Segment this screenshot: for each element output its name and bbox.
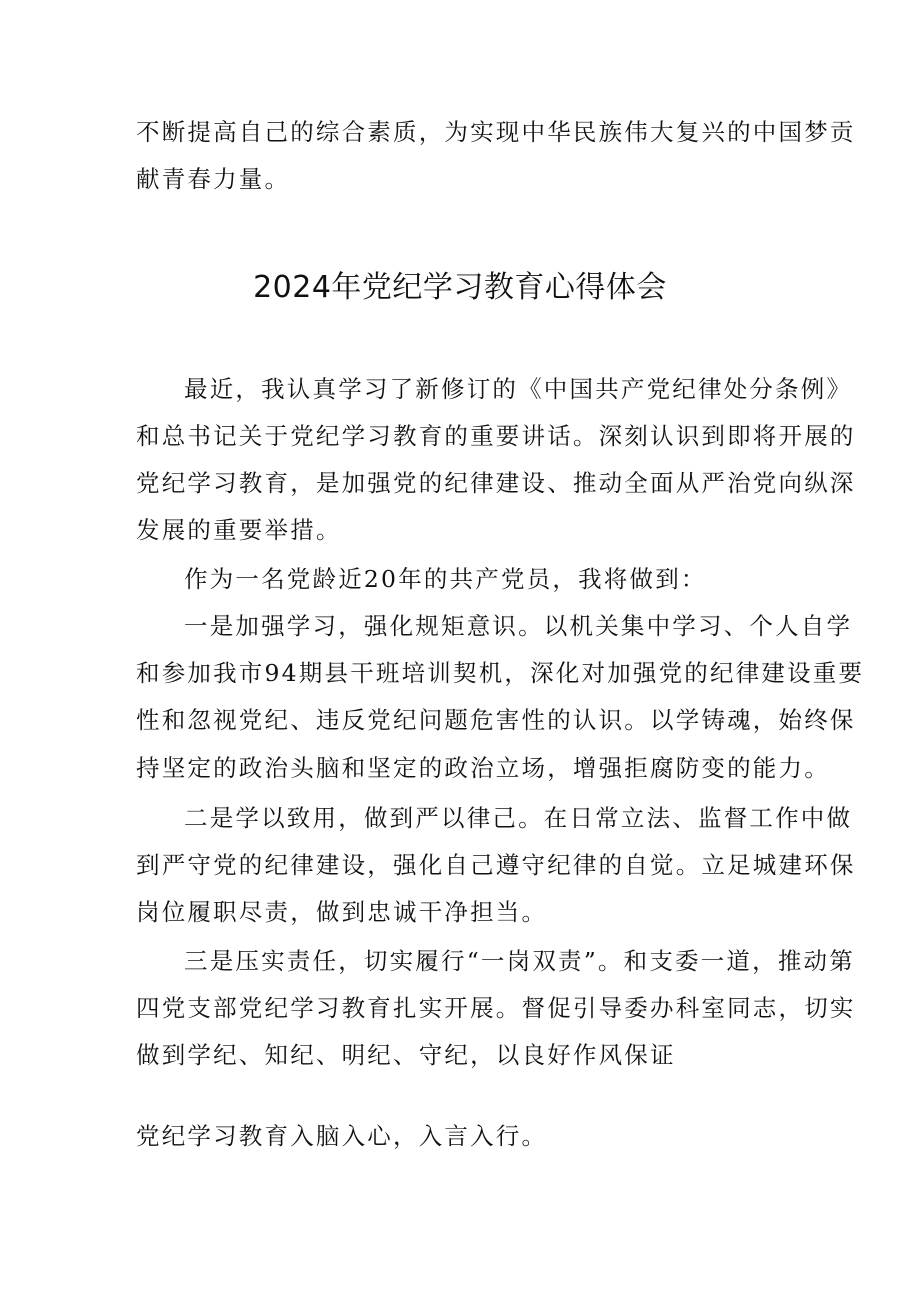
- body-line-4: 发展的重要举措。: [136, 516, 342, 544]
- body-line-8: 性和忽视党纪、违反党纪问题危害性的认识。以学铸魂，始终保: [136, 706, 856, 734]
- body-line-7: 和参加我市94期县干班培训契机，深化对加强党的纪律建设重要: [136, 659, 865, 687]
- body-line-13: 三是压实责任，切实履行“一岗双责”。和支委一道，推动第: [184, 947, 855, 975]
- intro-line-2: 献青春力量。: [136, 165, 291, 193]
- intro-line-1: 不断提高自己的综合素质，为实现中华民族伟大复兴的中国梦贡: [136, 118, 856, 146]
- body-line-14: 四党支部党纪学习教育扎实开展。督促引导委办科室同志，切实: [136, 994, 856, 1022]
- body-line-2: 和总书记关于党纪学习教育的重要讲话。深刻认识到即将开展的: [136, 422, 856, 450]
- body-line-6: 一是加强学习，强化规矩意识。以机关集中学习、个人自学: [184, 612, 853, 640]
- document-title: 2024年党纪学习教育心得体会: [253, 270, 667, 305]
- body-line-9: 持坚定的政治头脑和坚定的政治立场，增强拒腐防变的能力。: [136, 754, 830, 782]
- body-line-12: 岗位履职尽责，做到忠诚干净担当。: [136, 898, 548, 926]
- body-line-1: 最近，我认真学习了新修订的《中国共产党纪律处分条例》: [184, 375, 853, 403]
- body-line-11: 到严守党的纪律建设，强化自己遵守纪律的自觉。立足城建环保: [136, 851, 856, 879]
- body-line-15: 做到学纪、知纪、明纪、守纪，以良好作风保证: [136, 1041, 676, 1069]
- body-line-5: 作为一名党龄近20年的共产党员，我将做到：: [184, 565, 707, 593]
- body-line-16: 党纪学习教育入脑入心，入言入行。: [136, 1122, 548, 1150]
- body-line-3: 党纪学习教育，是加强党的纪律建设、推动全面从严治党向纵深: [136, 469, 856, 497]
- body-line-10: 二是学以致用，做到严以律己。在日常立法、监督工作中做: [184, 804, 853, 832]
